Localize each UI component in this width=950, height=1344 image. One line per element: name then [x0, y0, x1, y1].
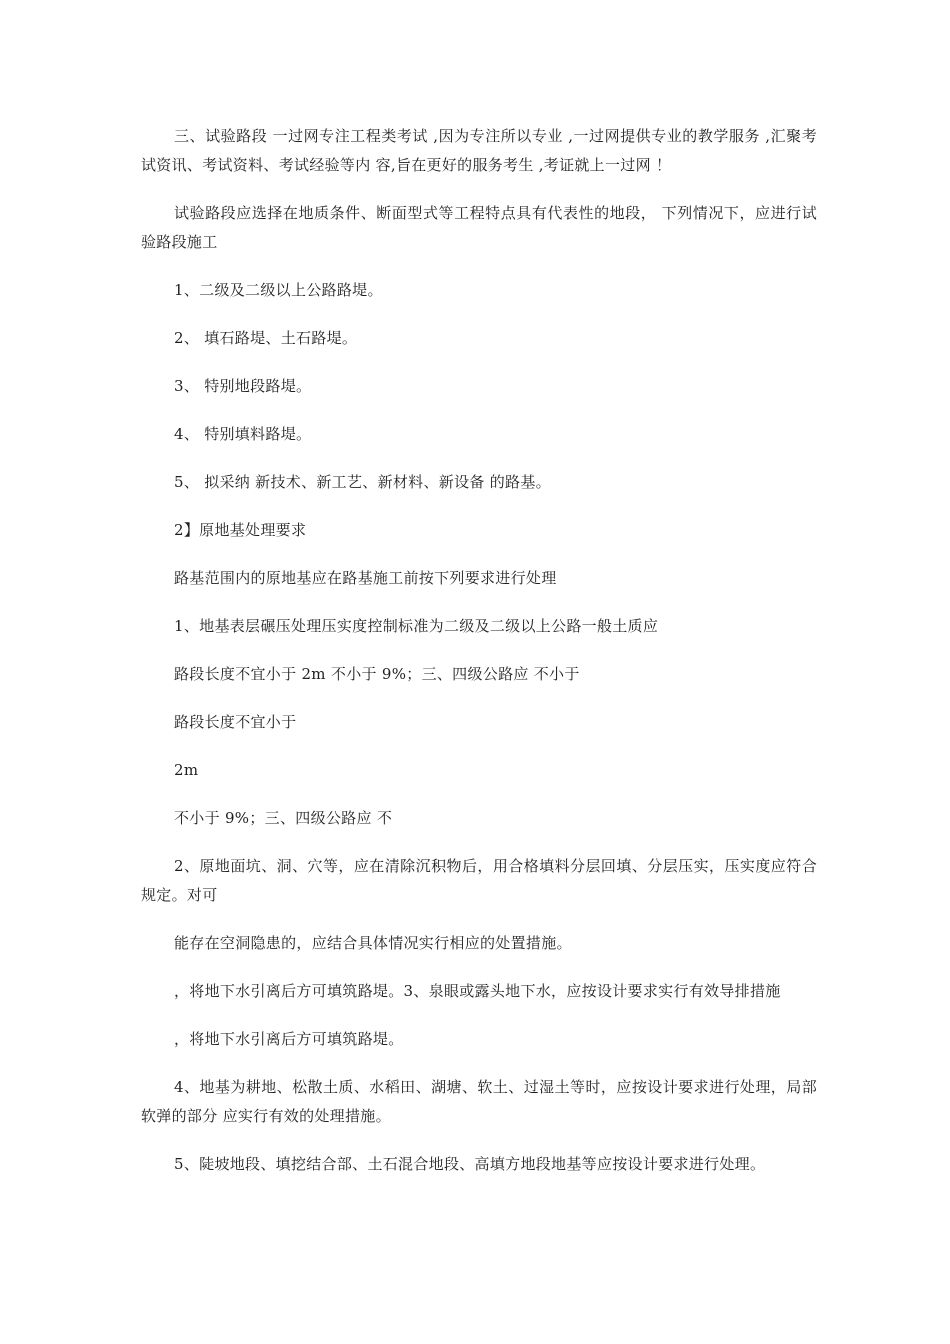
paragraph: 路段长度不宜小于: [174, 713, 297, 731]
list-item: 1、二级及二级以上公路路堤。: [174, 281, 383, 299]
paragraph: 2m: [174, 761, 199, 779]
section-heading: 2】原地基处理要求: [174, 521, 307, 539]
paragraph: ，将地下水引离后方可填筑路堤。3、泉眼或露头地下水，应按设计要求实行有效导排措施: [174, 982, 781, 1000]
paragraph: 路基范围内的原地基应在路基施工前按下列要求进行处理: [174, 569, 557, 587]
paragraph-test-section: 试验路段应选择在地质条件、断面型式等工程特点具有代表性的地段， 下列情况下，应进行试验路段施工: [141, 204, 817, 251]
list-item: 5、 拟采纳 新技术、新工艺、新材料、新设备 的路基。: [174, 473, 551, 491]
list-item: 2、 填石路堤、土石路堤。: [174, 329, 358, 347]
list-item: 3、 特别地段路堤。: [174, 377, 312, 395]
paragraph: 能存在空洞隐患的，应结合具体情况实行相应的处置措施。: [174, 934, 572, 952]
list-item: 4、 特别填料路堤。: [174, 425, 312, 443]
paragraph: 不小于 9%；三、四级公路应 不: [174, 809, 393, 827]
paragraph: 2、原地面坑、洞、穴等，应在清除沉积物后，用合格填料分层回填、分层压实，压实度应符合规定。对可: [141, 857, 817, 904]
document-body: [141, 122, 817, 1198]
paragraph: 1、地基表层碾压处理压实度控制标准为二级及二级以上公路一般土质应: [174, 617, 659, 635]
paragraph: 5、陡坡地段、填挖结合部、土石混合地段、高填方地段地基等应按设计要求进行处理。: [174, 1155, 766, 1173]
paragraph-intro: 三、试验路段 一过网专注工程类考试 ,因为专注所以专业 ,一过网提供专业的教学服务 ,汇聚考试资讯、考试资料、考试经验等内 容,旨在更好的服务考生 ,考证就上一过网 ！: [141, 127, 817, 174]
paragraph: 4、地基为耕地、松散土质、水稻田、湖塘、软土、过湿土等时，应按设计要求进行处理，局部软弹的部分 应实行有效的处理措施。: [141, 1078, 817, 1125]
paragraph: ，将地下水引离后方可填筑路堤。: [174, 1030, 404, 1048]
paragraph: 路段长度不宜小于 2m 不小于 9%；三、四级公路应 不小于: [174, 665, 580, 683]
